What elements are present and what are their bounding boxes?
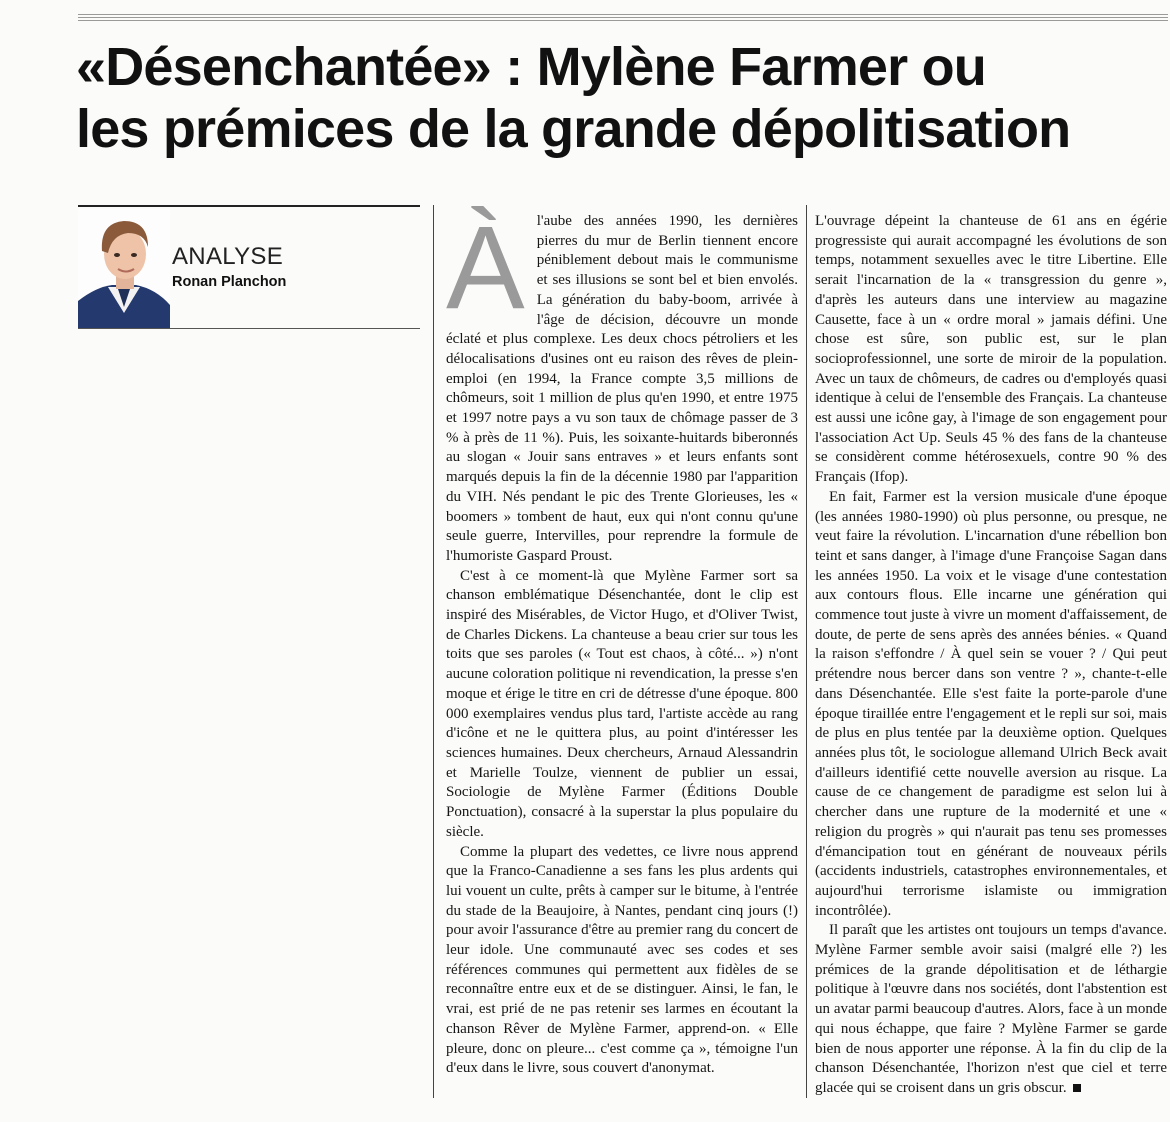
column-divider-middle: [806, 205, 807, 1098]
top-rule: [78, 14, 1168, 23]
article-paragraph: L'ouvrage dépeint la chanteuse de 61 ans en égérie progressiste qui aurait accompagné les évolutions de son temps, notamment sexuelles avec le titre Libertine. Elle serait l'incarnation de la « transgression du genre », d'après les auteurs dans une interview au magazine Causette, face à un « ordre moral » jamais défini. Une chose est sûre, son public est, sur le plan socioprofessionnel, une sorte de miroir de la population. Avec un taux de chômeurs, de cadres ou d'employés quasi identique à celui de l'ensemble des Français. La chanteuse est aussi une icône gay, à l'image de son engagement pour l'association Act Up. Seuls 45 % des fans de la chanteuse se considèrent comme hétérosexuels, contre 90 % des Français (Ifop).: [815, 213, 1167, 486]
drop-cap: À: [446, 202, 525, 334]
author-name: Ronan Planchon: [172, 274, 287, 290]
article-paragraph-last: Il paraît que les artistes ont toujours un temps d'avance. Mylène Farmer semble avoir saisi (malgré elle ?) les prémices de la grande dépolitisation et de léthargie politique à l'œuvre dans nos sociétés, dont l'abstention est un avatar parmi beaucoup d'autres. Alors, face à un monde qui nous échappe, que faire ? Mylène Farmer se garde bien de nous apporter une réponse. À la fin du clip de la chanson Désenchantée, l'horizon n'est que ciel et terre glacée qui se croisent dans un gris obscur.: [815, 922, 1167, 1096]
article-paragraph: Comme la plupart des vedettes, ce livre nous apprend que la Franco-Canadienne a ses fans les plus ardents qui lui vouent un culte, prêts à camper sur le bitume, à l'entrée du stade de la Beaujoire, à Nantes, pendant cinq jours (!) pour avoir l'assurance d'être au premier rang du concert de leur idole. Une communauté avec ses codes et ses références communes qui permettent aux fidèles de se reconnaître entre eux et de se distinguer. Ainsi, le fan, le vrai, est prié de ne pas retenir ses larmes en écoutant la chanson Rêver de Mylène Farmer, apprend-on. « Elle pleure, donc on pleure... c'est comme ça », témoigne l'un d'eux dans le livre, sous couvert d'anonymat.: [446, 843, 798, 1077]
article-paragraph: Àl'aube des années 1990, les dernières pierres du mur de Berlin tiennent encore péniblement debout mais le communisme et ses illusions se sont bel et bien envolés. La génération du baby-boom, arrivée à l'âge de décision, découvre un monde éclaté et plus complexe. Les deux chocs pétroliers et les délocalisations d'usines ont eu raison des rêves de plein-emploi (en 1994, la France compte 3,5 millions de chômeurs, soit 1 million de plus qu'en 1990, et entre 1975 et 1997 notre pays a vu son taux de chômage passer de 3 % à près de 11 %). Puis, les soixante-huitards biberonnés au slogan « Jouir sans entraves » et leurs enfants sont marqués depuis la fin de la décennie 1980 par l'apparition du VIH. Nés pendant le pic des Trente Glorieuses, les « boomers » tombent de haut, eux qui n'ont connu qu'une seule guerre, Intervilles, pour reprendre la formule de l'humoriste Gaspard Proust.: [446, 202, 798, 564]
end-of-article-mark: [1073, 1084, 1081, 1092]
column-divider-left: [433, 205, 434, 1098]
byline-box: [78, 205, 420, 329]
article-paragraph: En fait, Farmer est la version musicale d'une époque (les années 1980-1990) où plus personne, ou presque, ne veut faire la révolution. L'incarnation d'une rébellion bon teint et sans danger, à l'image d'une Françoise Sagan dans les années 1950. La voix et le visage d'une contestation aux contours flous. Elle incarne une génération qui commence tout juste à vivre un moment d'affaissement, de doute, de perte de sens après des années bénies. « Quand la raison s'effondre / À quel sein se vouer ? / Qui peut prétendre nous bercer dans son ventre ? », chante-t-elle dans Désenchantée. Elle s'est faite la porte-parole d'une époque tiraillée entre l'engagement et le repli sur soi, mais de plus en plus tentée par la deuxième option. Quelques années plus tôt, le sociologue allemand Ulrich Beck avait d'ailleurs identifié cette nouvelle aversion au risque. La cause de ce changement de paradigme est selon lui à chercher dans une rupture de la modernité et une « religion du progrès » qui n'aurait pas tenu ses promesses d'émancipation tout en générant de nouveaux périls (accidents industriels, catastrophes environnementales, et aujourd'hui terrorisme islamiste ou immigration incontrôlée).: [815, 488, 1167, 919]
headline: [76, 36, 1166, 160]
article-column-2: [815, 212, 1167, 1099]
article-column-1: [446, 202, 798, 1079]
article-paragraph: C'est à ce moment-là que Mylène Farmer sort sa chanson emblématique Désenchantée, dont le clip est inspiré des Misérables, de Victor Hugo, et d'Oliver Twist, de Charles Dickens. La chanteuse a beau crier sur tous les toits que ses paroles (« Tout est chaos, à côté... ») n'ont aucune coloration politique ni revendication, la presse s'en moque et érige le titre en cri de détresse d'une époque. 800 000 exemplaires vendus plus tard, l'artiste accède au rang d'icône et ne le quittera plus, au point d'intéresser les sciences humaines. Deux chercheurs, Arnaud Alessandrin et Marielle Toulze, viennent de publier un essai, Sociologie de Mylène Farmer (Éditions Double Ponctuation), consacré à la superstar la plus populaire du siècle.: [446, 567, 798, 840]
headline-line-1: «Désenchantée» : Mylène Farmer ou: [76, 37, 986, 97]
section-kicker: ANALYSE: [172, 243, 284, 270]
author-photo: [78, 209, 170, 328]
headline-line-2: les prémices de la grande dépolitisation: [76, 99, 1071, 159]
